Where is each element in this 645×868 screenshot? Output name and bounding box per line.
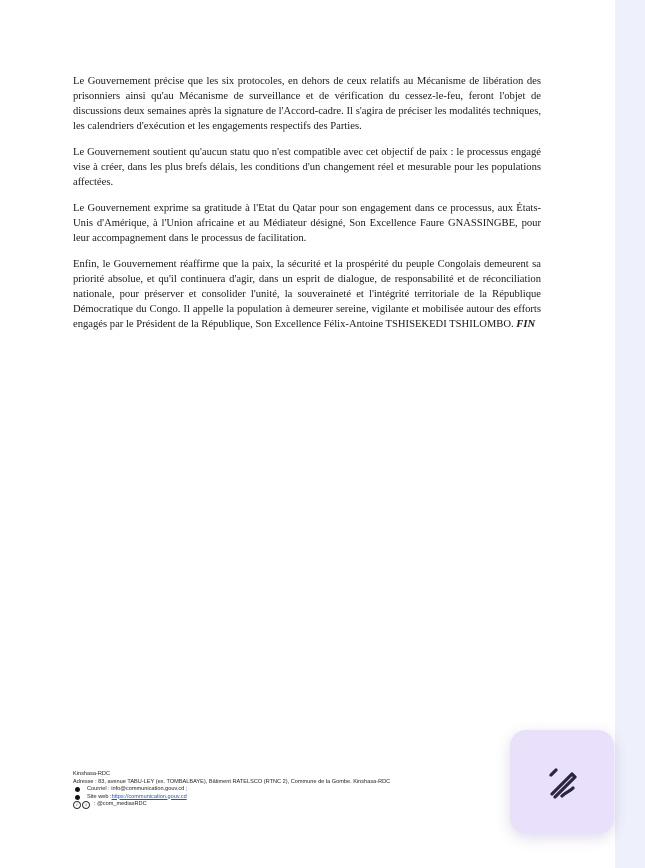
document-body [73, 74, 541, 343]
facebook-icon: f [82, 801, 90, 809]
footer-website-row [73, 794, 493, 802]
footer-address: Adresse : 83, avenue TABU-LEY (ex. TOMBALBAYE), Bâtiment RATELSCO (RTNC 2), Commune de la Gombe. Kinshasa-RDC [73, 778, 391, 785]
footer-email: Courriel : info@communication.gouv.cd ; [87, 786, 188, 792]
edit-assistant-button[interactable] [510, 730, 614, 834]
bullet-icon [75, 787, 80, 792]
pen-sparkle-icon [542, 762, 582, 802]
footer-social-handle: : @com_mediasRDC [94, 801, 147, 808]
footer-email-row [73, 786, 493, 794]
end-mark: FIN [516, 319, 536, 330]
paragraph-conclusion [73, 257, 541, 332]
footer-website-label: Site web : [87, 793, 112, 800]
x-icon: ✓ [73, 801, 81, 809]
footer-city: Kinshasa-RDC [73, 771, 110, 777]
footer-social-row [73, 801, 493, 809]
conclusion-text: Enfin, le Gouvernement réaffirme que la paix, la sécurité et la prospérité du peuple Congolais demeurent sa priorité absolue, et qu'il continuera d'agir, dans un esprit de dialogue, de responsabilité et de réconciliation nationale, pour préserver et consolider l'unité, la souveraineté et l'intégrité territoriale de la République Démocratique du Congo. Il appelle la population à demeurer sereine, vigilante et mobilisée autour des efforts engagés par le Président de la République, Son Excellence Félix-Antoine TSHISEKEDI TSHILOMBO. [73, 259, 541, 330]
viewer-background [615, 0, 645, 868]
paragraph-protocols: Le Gouvernement précise que les six protocoles, en dehors de ceux relatifs au Mécanisme de libération des prisonniers ainsi qu'au Mécanisme de surveillance et de vérification du cessez-le-feu, feront l'objet de discussions deux semaines après la signature de l'Accord-cadre. Il s'agira de préciser les modalités techniques, les calendriers d'exécution et les engagements respectifs des Parties. [73, 76, 541, 132]
footer-website-link[interactable]: https://communication.gouv.cd [111, 793, 187, 800]
document-footer [73, 771, 493, 809]
paragraph-status-quo: Le Gouvernement soutient qu'aucun statu quo n'est compatible avec cet objectif de paix : le processus engagé vise à créer, dans les plus brefs délais, les conditions d'un changement réel et mesurable pour les populations affectées. [73, 147, 541, 188]
paragraph-gratitude: Le Gouvernement exprime sa gratitude à l'Etat du Qatar pour son engagement dans ce processus, aux États-Unis d'Amérique, à l'Union africaine et au Médiateur désigné, Son Excellence Faure GNASSINGBE, pour leur accompagnement dans le processus de facilitation. [73, 203, 541, 244]
bullet-icon [75, 795, 80, 800]
